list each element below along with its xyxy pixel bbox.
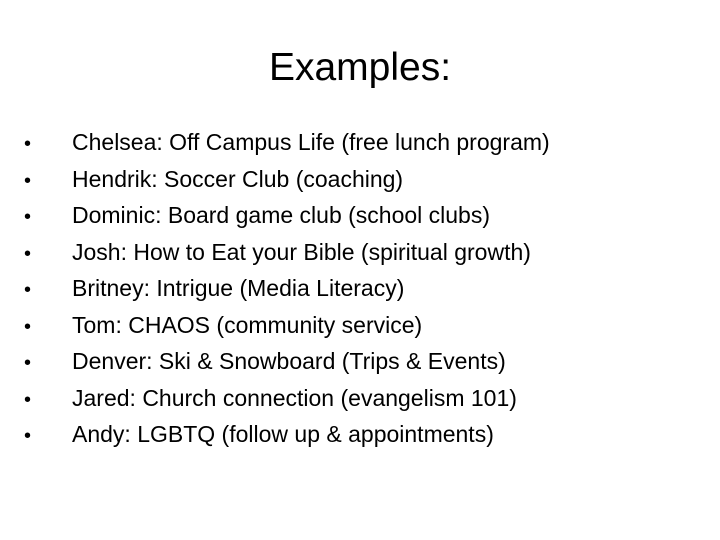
slide-title: Examples:	[268, 46, 452, 89]
bullet-icon: •	[24, 206, 32, 228]
list-item	[24, 270, 704, 307]
list-item	[24, 197, 704, 234]
bullet-icon: •	[24, 352, 32, 374]
list-item	[24, 380, 704, 417]
list-item	[24, 161, 704, 198]
bullet-icon: •	[24, 133, 32, 155]
list-item-text: Dominic: Board game club (school clubs)	[72, 202, 491, 228]
bullet-icon: •	[24, 169, 32, 192]
bullet-icon: •	[24, 315, 32, 338]
list-item-text: Hendrik: Soccer Club (coaching)	[72, 165, 404, 192]
bullet-icon: •	[24, 279, 32, 301]
bullet-list	[24, 124, 704, 453]
list-item-text: Jared: Church connection (evangelism 101)	[72, 384, 517, 411]
bullet-icon: •	[24, 242, 32, 265]
list-item-text: Tom: CHAOS (community service)	[72, 311, 423, 338]
list-item-text: Andy: LGBTQ (follow up & appointments)	[72, 421, 494, 447]
list-item	[24, 234, 704, 271]
list-item-text: Britney: Intrigue (Media Literacy)	[72, 275, 405, 301]
list-item-text: Denver: Ski & Snowboard (Trips & Events)	[72, 348, 506, 374]
list-item	[24, 307, 704, 344]
list-item-text: Josh: How to Eat your Bible (spiritual growth)	[72, 238, 531, 265]
bullet-icon: •	[24, 425, 32, 447]
list-item	[24, 124, 704, 161]
list-item-text: Chelsea: Off Campus Life (free lunch program)	[72, 129, 550, 155]
list-item	[24, 416, 704, 453]
bullet-icon: •	[24, 388, 32, 411]
list-item	[24, 343, 704, 380]
